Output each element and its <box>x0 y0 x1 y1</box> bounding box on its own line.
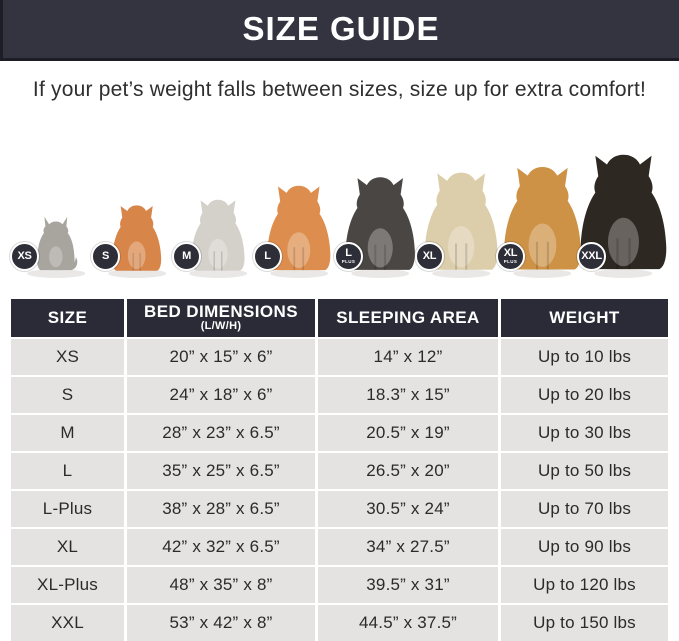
col-header-size: SIZE <box>11 299 124 337</box>
cell-weight: Up to 150 lbs <box>501 605 668 641</box>
cell-bed-dimensions: 38” x 28” x 6.5” <box>127 491 315 527</box>
size-badge-m: M <box>172 242 201 271</box>
page-title: SIZE GUIDE <box>242 10 440 47</box>
cell-sleeping-area: 34” x 27.5” <box>318 529 498 565</box>
size-badge-l: L <box>253 242 282 271</box>
cell-bed-dimensions: 28” x 23” x 6.5” <box>127 415 315 451</box>
cell-size: L-Plus <box>11 491 124 527</box>
cell-size: XS <box>11 339 124 375</box>
size-badge-xs: XS <box>10 242 39 271</box>
cell-bed-dimensions: 35” x 25” x 6.5” <box>127 453 315 489</box>
subtitle-text: If your pet’s weight falls between sizes, size up for extra comfort! <box>32 78 647 101</box>
cell-sleeping-area: 39.5” x 31” <box>318 567 498 603</box>
cell-bed-dimensions: 48” x 35” x 8” <box>127 567 315 603</box>
cell-bed-dimensions: 20” x 15” x 6” <box>127 339 315 375</box>
cell-size: L <box>11 453 124 489</box>
cell-sleeping-area: 30.5” x 24” <box>318 491 498 527</box>
col-header-sleeping-area: SLEEPING AREA <box>318 299 498 337</box>
animal-xl-plus <box>502 160 582 273</box>
cell-size: XL <box>11 529 124 565</box>
col-header-weight: WEIGHT <box>501 299 668 337</box>
animal-xxl <box>583 147 663 273</box>
cat-image <box>32 211 80 273</box>
cell-size: XL-Plus <box>11 567 124 603</box>
animal-xl <box>421 166 501 273</box>
header-band <box>0 0 679 61</box>
animal-m <box>178 195 258 273</box>
cell-size: S <box>11 377 124 413</box>
subtitle-row <box>0 61 679 119</box>
pet-size-illustrations <box>0 119 679 299</box>
cell-bed-dimensions: 42” x 32” x 6.5” <box>127 529 315 565</box>
cell-weight: Up to 30 lbs <box>501 415 668 451</box>
size-table <box>11 299 668 641</box>
cell-weight: Up to 70 lbs <box>501 491 668 527</box>
animal-s <box>97 201 177 273</box>
cell-bed-dimensions: 53” x 42” x 8” <box>127 605 315 641</box>
col-header-bed-dimensions: BED DIMENSIONS (L/W/H) <box>127 299 315 337</box>
cell-sleeping-area: 18.3” x 15” <box>318 377 498 413</box>
size-badge-xl: XL <box>415 242 444 271</box>
size-badge-s: S <box>91 242 120 271</box>
col-subheader-lwh: (L/W/H) <box>200 320 242 333</box>
cell-weight: Up to 120 lbs <box>501 567 668 603</box>
cell-sleeping-area: 20.5” x 19” <box>318 415 498 451</box>
cell-size: XXL <box>11 605 124 641</box>
cell-weight: Up to 20 lbs <box>501 377 668 413</box>
size-badge-l-plus: L PLUS <box>334 242 363 271</box>
animal-l-plus <box>340 171 420 273</box>
cell-sleeping-area: 44.5” x 37.5” <box>318 605 498 641</box>
cell-size: M <box>11 415 124 451</box>
cell-weight: Up to 50 lbs <box>501 453 668 489</box>
animal-xs <box>16 211 96 273</box>
animal-l <box>259 180 339 273</box>
cell-weight: Up to 10 lbs <box>501 339 668 375</box>
cell-sleeping-area: 26.5” x 20” <box>318 453 498 489</box>
size-badge-xl-plus: XL PLUS <box>496 242 525 271</box>
cell-bed-dimensions: 24” x 18” x 6” <box>127 377 315 413</box>
cell-weight: Up to 90 lbs <box>501 529 668 565</box>
cell-sleeping-area: 14” x 12” <box>318 339 498 375</box>
size-badge-xxl: XXL <box>577 242 606 271</box>
